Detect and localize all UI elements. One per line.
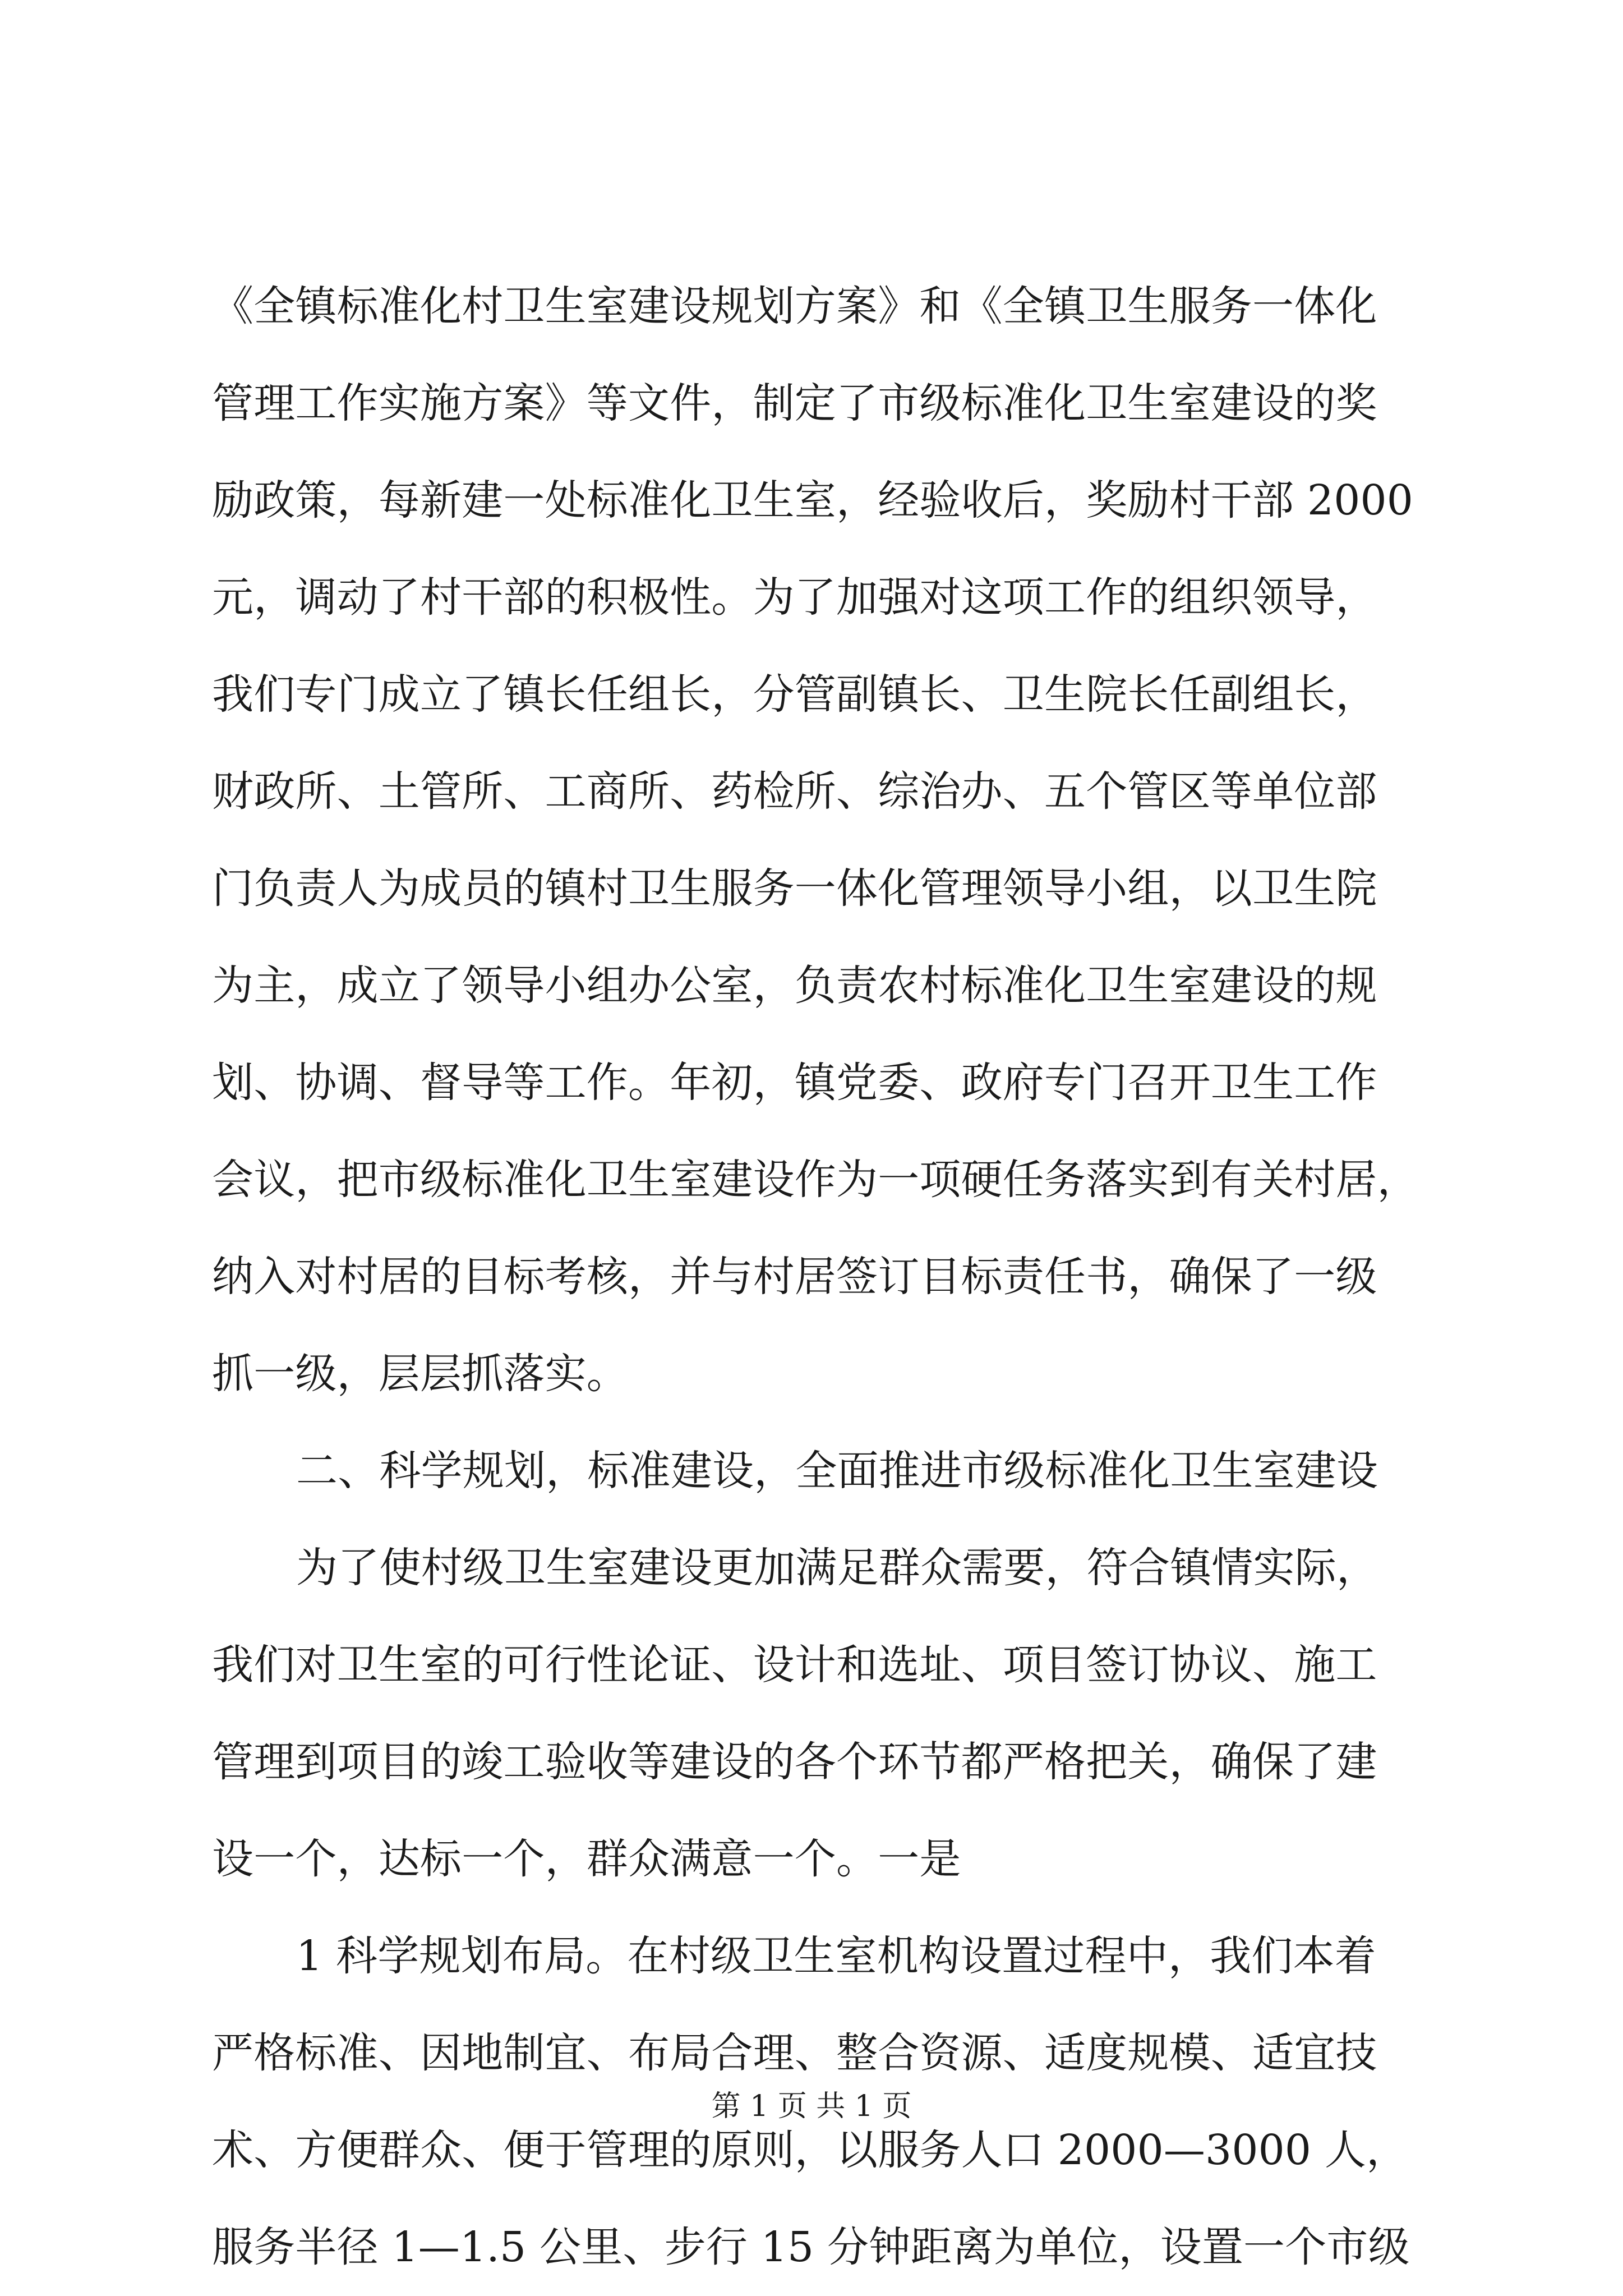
text-line: 服务半径 1—1.5 公里、步行 15 分钟距离为单位，设置一个市级 [212,2223,1410,2271]
text-line: 我们专门成立了镇长任组长，分管副镇长、卫生院长任副组长， [212,670,1377,719]
text-line: 1 科学规划布局。在村级卫生室机构设置过程中，我们本着 [296,1932,1377,1980]
page-footer: 第 1 页 共 1 页 [711,2090,912,2123]
section-heading: 二、科学规划，标准建设，全面推进市级标准化卫生室建设 [296,1447,1378,1495]
text-line: 门负责人为成员的镇村卫生服务一体化管理领导小组，以卫生院 [212,864,1377,913]
text-line: 财政所、土管所、工商所、药检所、综治办、五个管区等单位部 [212,767,1377,816]
text-line: 为主，成立了领导小组办公室，负责农村标准化卫生室建设的规 [212,961,1377,1010]
text-line: 我们对卫生室的可行性论证、设计和选址、项目签订协议、施工 [212,1641,1377,1689]
text-line: 《全镇标准化村卫生室建设规划方案》和《全镇卫生服务一体化 [212,282,1377,330]
text-line: 管理到项目的竣工验收等建设的各个环节都严格把关，确保了建 [212,1738,1377,1786]
text-line: 会议，把市级标准化卫生室建设作为一项硬任务落实到有关村居， [212,1156,1419,1204]
document-body [212,258,1419,2296]
text-line: 为了使村级卫生室建设更加满足群众需要，符合镇情实际， [296,1544,1378,1592]
text-line: 元，调动了村干部的积极性。为了加强对这项工作的组织领导， [212,573,1377,622]
text-line: 严格标准、因地制宜、布局合理、整合资源、适度规模、适宜技 [212,2029,1377,2077]
text-line: 划、协调、督导等工作。年初，镇党委、政府专门召开卫生工作 [212,1059,1377,1107]
text-line: 管理工作实施方案》等文件，制定了市级标准化卫生室建设的奖 [212,379,1377,427]
text-line: 纳入对村居的目标考核，并与村居签订目标责任书，确保了一级 [212,1253,1377,1301]
text-line: 术、方便群众、便于管理的原则，以服务人口 2000—3000 人， [212,2126,1408,2174]
text-line: 励政策，每新建一处标准化卫生室，经验收后，奖励村干部 2000 [212,476,1414,524]
text-line: 抓一级，层层抓落实。 [212,1350,628,1398]
text-line: 设一个，达标一个，群众满意一个。一是 [212,1835,961,1883]
